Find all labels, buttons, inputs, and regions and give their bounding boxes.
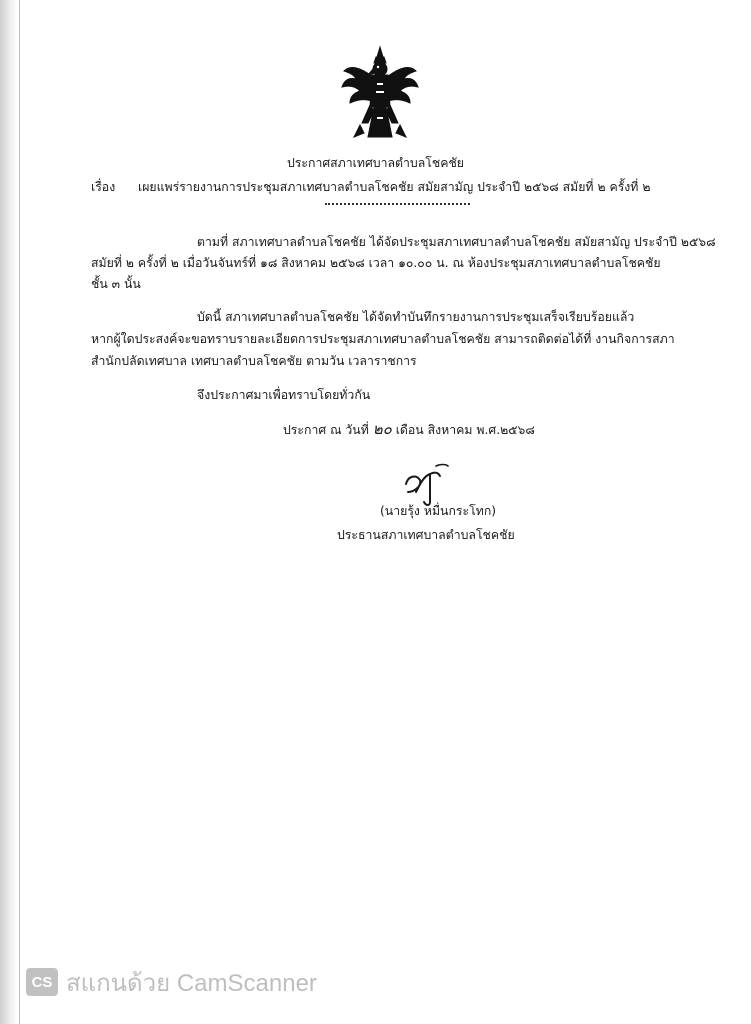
signer-name: (นายรุ้ง หมื่นกระโทก) xyxy=(380,504,497,518)
paragraph-2-line-2: หากผู้ใดประสงค์จะขอทราบรายละเอียดการประชุมสภาเทศบาลตำบลโชคชัย สามารถติดต่อได้ที่ งานกิจการสภา xyxy=(91,332,675,346)
scan-page-border xyxy=(19,0,20,1024)
subject-text: เผยแพร่รายงานการประชุมสภาเทศบาลตำบลโชคชัย สมัยสามัญ ประจำปี ๒๕๖๘ สมัยที่ ๒ ครั้งที่ ๒ xyxy=(138,180,651,194)
paragraph-1-line-1: ตามที่ สภาเทศบาลตำบลโชคชัย ได้จัดประชุมสภาเทศบาลตำบลโชคชัย สมัยสามัญ ประจำปี ๒๕๖๘ xyxy=(197,235,716,249)
separator-dots xyxy=(325,203,470,205)
date-suffix: เดือน สิงหาคม พ.ศ.๒๕๖๘ xyxy=(395,423,535,437)
date-day-handwritten: ๒๐ xyxy=(372,420,392,438)
date-prefix: ประกาศ ณ วันที่ xyxy=(283,423,369,437)
paragraph-2-line-1: บัดนี้ สภาเทศบาลตำบลโชคชัย ได้จัดทำบันทึกรายงานการประชุมเสร็จเรียบร้อยแล้ว xyxy=(197,310,635,324)
paragraph-1-line-2: สมัยที่ ๒ ครั้งที่ ๒ เมื่อวันจันทร์ที่ ๑๘ สิงหาคม ๒๕๖๘ เวลา ๑๐.๐๐ น. ณ ห้องประชุมสภาเทศบาลตำบลโชคชัย xyxy=(91,256,661,270)
closing-statement: จึงประกาศมาเพื่อทราบโดยทั่วกัน xyxy=(197,388,371,402)
signer-position: ประธานสภาเทศบาลตำบลโชคชัย xyxy=(337,528,515,542)
handwritten-signature xyxy=(400,462,452,508)
document-title: ประกาศสภาเทศบาลตำบลโชคชัย xyxy=(286,156,464,170)
date-line xyxy=(283,421,535,438)
paragraph-2-line-3: สำนักปลัดเทศบาล เทศบาลตำบลโชคชัย ตามวัน เวลาราชการ xyxy=(91,354,417,368)
paragraph-1-line-3: ชั้น ๓ นั้น xyxy=(91,277,141,291)
camscanner-watermark xyxy=(26,965,317,999)
scan-page-edge xyxy=(0,0,18,1024)
watermark-text: สแกนด้วย CamScanner xyxy=(66,969,317,997)
camscanner-logo-icon: CS xyxy=(26,968,58,996)
garuda-emblem-icon xyxy=(340,45,420,145)
subject-label: เรื่อง xyxy=(91,180,116,194)
